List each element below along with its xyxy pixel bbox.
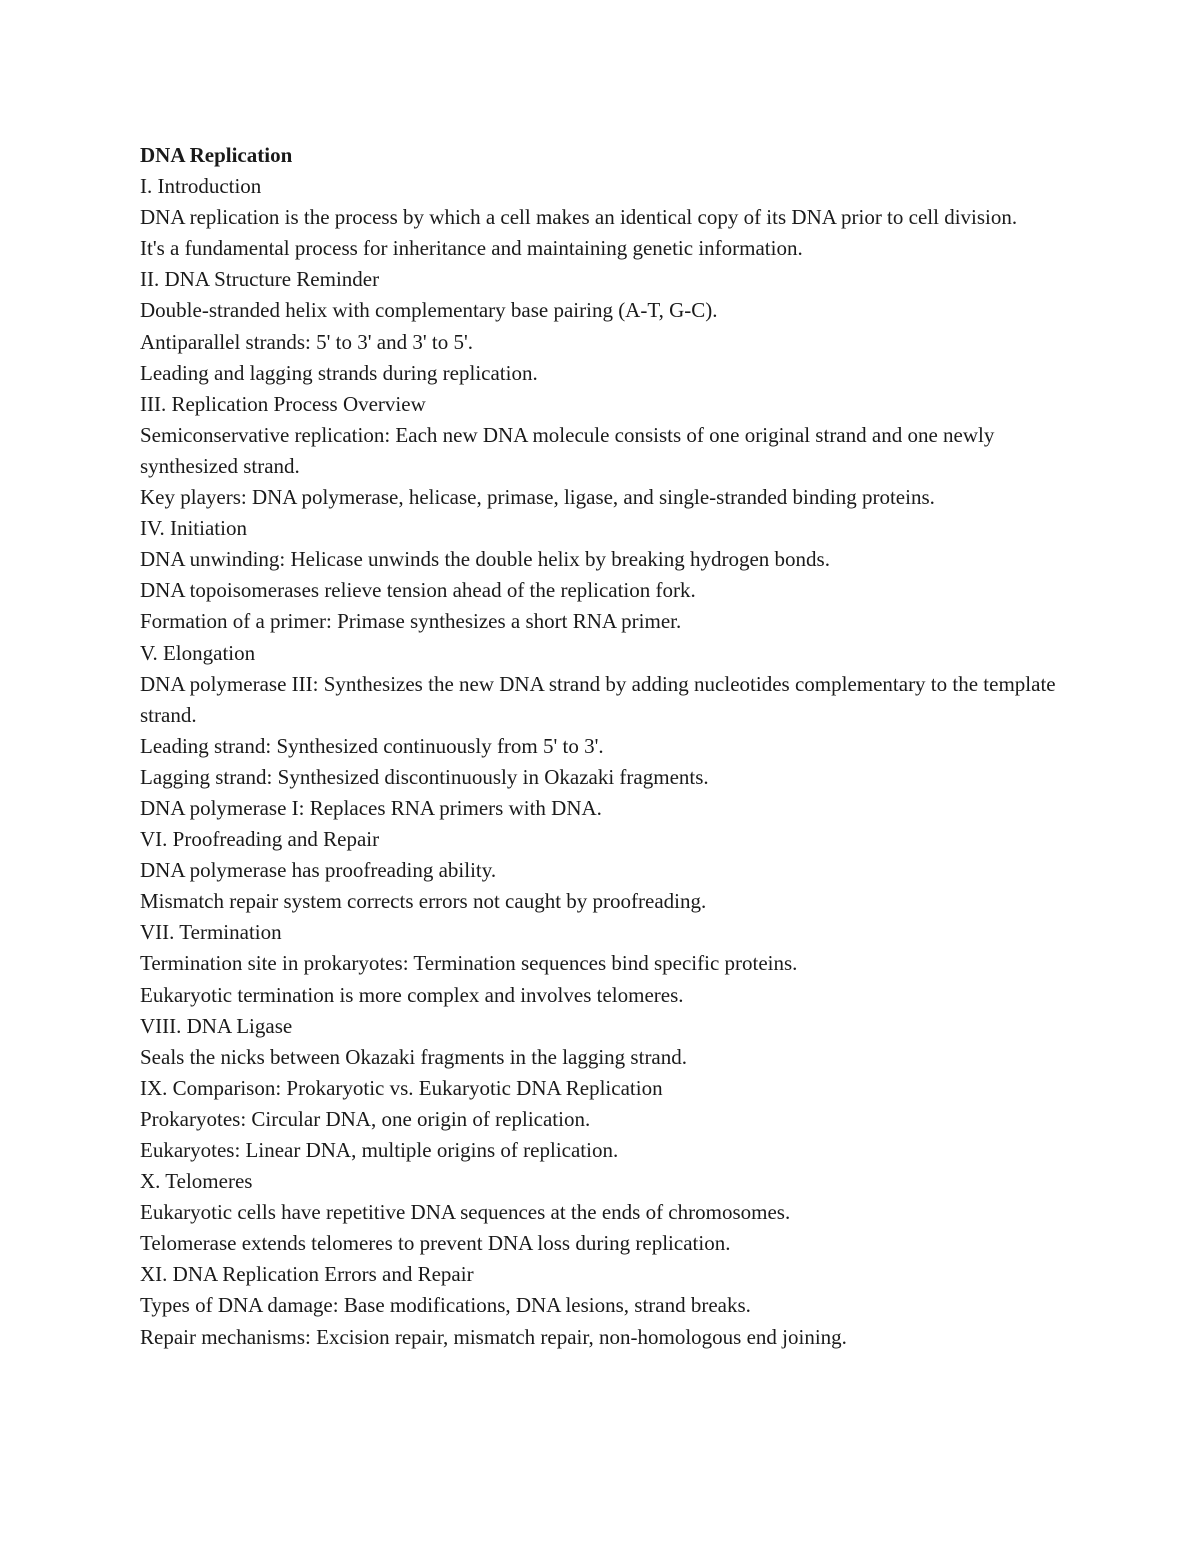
- paragraph-line: Eukaryotic termination is more complex and involves telomeres.: [140, 982, 684, 1007]
- heading-proofreading-and-repair: VI. Proofreading and Repair: [140, 827, 380, 852]
- paragraph-line: Eukaryotes: Linear DNA, multiple origins of replication.: [140, 1138, 619, 1162]
- paragraph-line: Types of DNA damage: Base modifications, DNA lesions, strand breaks.: [140, 1293, 751, 1318]
- paragraph-line: DNA replication is the process by which a cell makes an identical copy of its DNA prior to cell division.: [140, 205, 1018, 230]
- paragraph-line: It's a fundamental process for inheritance and maintaining genetic information.: [140, 236, 803, 261]
- paragraph-line: Repair mechanisms: Excision repair, mismatch repair, non-homologous end joining.: [140, 1324, 847, 1349]
- paragraph-line: Double-stranded helix with complementary base pairing (A-T, G-C).: [140, 298, 718, 323]
- paragraph-line: Semiconservative replication: Each new DNA molecule consists of one original strand and one newly synthesized strand.: [140, 422, 995, 478]
- paragraph-line: Mismatch repair system corrects errors not caught by proofreading.: [140, 889, 707, 914]
- heading-comparison: IX. Comparison: Prokaryotic vs. Eukaryotic DNA Replication: [140, 1075, 663, 1100]
- paragraph-line: Lagging strand: Synthesized discontinuously in Okazaki fragments.: [140, 764, 709, 789]
- paragraph-line: Prokaryotes: Circular DNA, one origin of replication.: [140, 1106, 591, 1131]
- paragraph-line: Antiparallel strands: 5' to 3' and 3' to 5'.: [140, 329, 473, 354]
- document-lines: [140, 171, 1060, 1353]
- paragraph-line: Seals the nicks between Okazaki fragments in the lagging strand.: [140, 1044, 688, 1069]
- paragraph-line: Leading strand: Synthesized continuously from 5' to 3'.: [140, 733, 604, 758]
- heading-introduction: I. Introduction: [140, 174, 262, 199]
- heading-replication-process-overview: III. Replication Process Overview: [140, 391, 426, 416]
- heading-dna-ligase: VIII. DNA Ligase: [140, 1013, 293, 1038]
- heading-telomeres: X. Telomeres: [140, 1169, 253, 1194]
- heading-termination: VII. Termination: [140, 920, 282, 945]
- paragraph-line: Leading and lagging strands during replication.: [140, 360, 538, 385]
- heading-errors-and-repair: XI. DNA Replication Errors and Repair: [140, 1262, 474, 1287]
- paragraph-line: DNA polymerase III: Synthesizes the new DNA strand by adding nucleotides complementary to the template strand.: [140, 671, 1056, 727]
- paragraph-line: Eukaryotic cells have repetitive DNA sequences at the ends of chromosomes.: [140, 1200, 791, 1225]
- heading-dna-structure-reminder: II. DNA Structure Reminder: [140, 267, 380, 292]
- document-body: [140, 140, 1060, 1353]
- paragraph-line: DNA topoisomerases relieve tension ahead of the replication fork.: [140, 578, 696, 603]
- paragraph-line: DNA polymerase I: Replaces RNA primers with DNA.: [140, 795, 602, 820]
- heading-elongation: V. Elongation: [140, 640, 256, 665]
- document-title: DNA Replication: [140, 143, 293, 167]
- paragraph-line: Key players: DNA polymerase, helicase, primase, ligase, and single-stranded binding proteins.: [140, 485, 935, 510]
- paragraph-line: Telomerase extends telomeres to prevent DNA loss during replication.: [140, 1231, 731, 1256]
- paragraph-line: DNA polymerase has proofreading ability.: [140, 858, 497, 883]
- paragraph-line: Termination site in prokaryotes: Termination sequences bind specific proteins.: [140, 951, 798, 976]
- paragraph-line: DNA unwinding: Helicase unwinds the double helix by breaking hydrogen bonds.: [140, 547, 830, 572]
- paragraph-line: Formation of a primer: Primase synthesizes a short RNA primer.: [140, 609, 682, 634]
- heading-initiation: IV. Initiation: [140, 516, 247, 541]
